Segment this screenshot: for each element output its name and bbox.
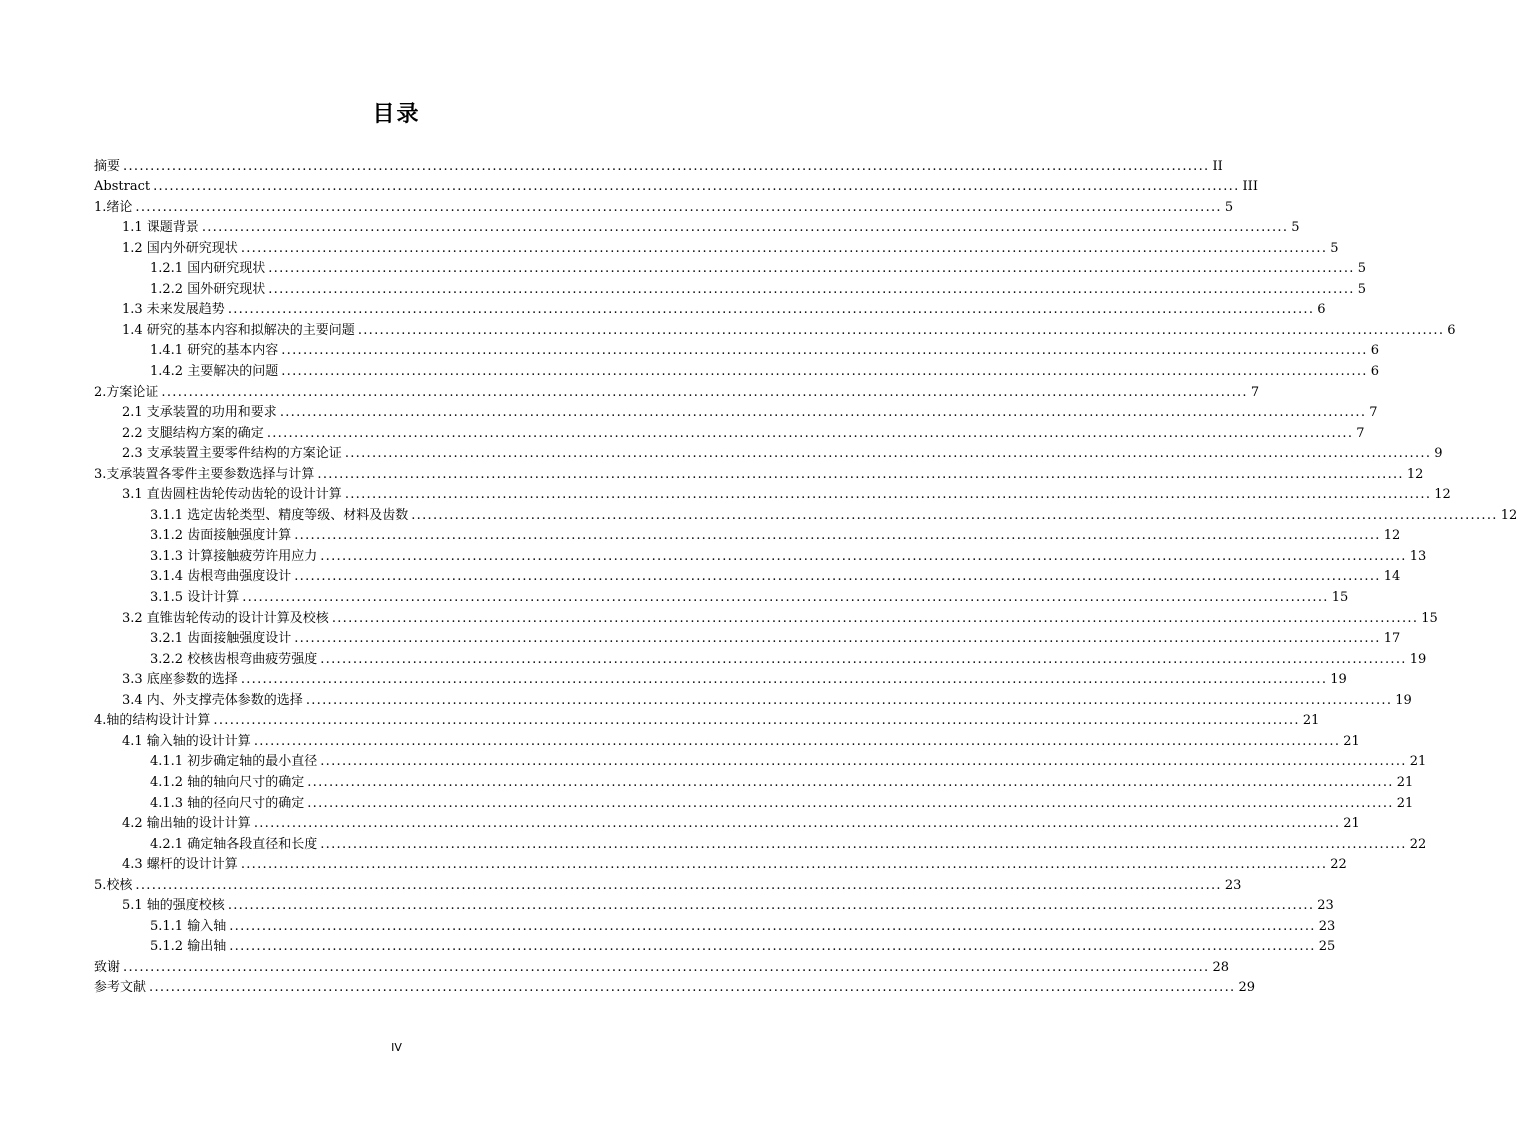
toc-leader-dots: ........................................................................................................................................................................................................: [240, 672, 1328, 688]
toc-entry[interactable]: [94, 752, 1427, 773]
toc-leader-dots: ........................................................................................................................................................................................................: [279, 405, 1367, 421]
toc-leader-dots: ........................................................................................................................................................................................................: [320, 754, 1407, 770]
toc-entry[interactable]: [94, 649, 1427, 670]
toc-entry-page: 12: [1434, 487, 1451, 503]
toc-entry[interactable]: [94, 485, 1451, 506]
toc-entry-label: 1.2.1 国内研究现状: [150, 261, 266, 277]
toc-entry-page: 5: [1330, 240, 1339, 256]
toc-entry-label: 3.4 内、外支撑壳体参数的选择: [122, 692, 303, 708]
toc-leader-dots: ........................................................................................................................................................................................................: [357, 322, 1445, 338]
toc-leader-dots: ........................................................................................................................................................................................................: [253, 733, 1341, 749]
toc-entry-page: 22: [1330, 857, 1347, 873]
toc-leader-dots: ........................................................................................................................................................................................................: [229, 939, 1316, 955]
toc-entry-page: 9: [1434, 446, 1443, 462]
toc-entry[interactable]: [94, 793, 1414, 814]
toc-entry-page: 12: [1500, 507, 1517, 523]
toc-leader-dots: ........................................................................................................................................................................................................: [123, 158, 1210, 174]
toc-entry-label: 3.1 直齿圆柱齿轮传动齿轮的设计计算: [122, 487, 342, 503]
toc-entry-label: 1.4 研究的基本内容和拟解决的主要问题: [122, 322, 355, 338]
toc-entry-page: 21: [1396, 774, 1414, 790]
toc-leader-dots: ........................................................................................................................................................................................................: [123, 959, 1210, 975]
toc-entry[interactable]: [94, 855, 1347, 876]
toc-leader-dots: ........................................................................................................................................................................................................: [411, 507, 1498, 523]
toc-entry-label: 1.1 课题背景: [122, 220, 199, 236]
toc-entry[interactable]: [94, 896, 1334, 917]
toc-leader-dots: ........................................................................................................................................................................................................: [331, 610, 1419, 626]
toc-entry[interactable]: [94, 279, 1366, 300]
toc-entry[interactable]: [94, 403, 1378, 424]
toc-entry[interactable]: [94, 505, 1517, 526]
toc-entry-label: 2.2 支腿结构方案的确定: [122, 425, 264, 441]
toc-leader-dots: ........................................................................................................................................................................................................: [229, 918, 1316, 934]
toc-entry-label: 1.3 未来发展趋势: [122, 302, 225, 318]
toc-entry[interactable]: [94, 341, 1379, 362]
toc-entry[interactable]: [94, 320, 1456, 341]
toc-entry[interactable]: [94, 382, 1260, 403]
toc-entry-label: 3.2 直锥齿轮传动的设计计算及校核: [122, 610, 329, 626]
toc-leader-dots: ........................................................................................................................................................................................................: [213, 713, 1300, 729]
toc-entry-label: 3.1.4 齿根弯曲强度设计: [150, 569, 292, 585]
toc-leader-dots: ........................................................................................................................................................................................................: [227, 302, 1315, 318]
toc-leader-dots: ........................................................................................................................................................................................................: [227, 898, 1315, 914]
toc-leader-dots: ........................................................................................................................................................................................................: [201, 220, 1289, 236]
toc-leader-dots: ........................................................................................................................................................................................................: [281, 364, 1368, 380]
toc-entry-label: 4.2.1 确定轴各段直径和长度: [150, 836, 318, 852]
toc-entry-page: 15: [1421, 610, 1438, 626]
toc-entry[interactable]: [94, 259, 1366, 280]
toc-leader-dots: ........................................................................................................................................................................................................: [135, 877, 1222, 893]
toc-entry-label: 5.校核: [94, 877, 133, 893]
toc-leader-dots: ........................................................................................................................................................................................................: [320, 548, 1407, 564]
toc-entry-page: 6: [1317, 302, 1326, 318]
toc-entry-label: 摘要: [94, 158, 121, 174]
toc-entry-page: 29: [1238, 980, 1256, 996]
toc-entry[interactable]: [94, 197, 1234, 218]
toc-entry-label: 1.2 国内外研究现状: [122, 240, 238, 256]
toc-entry-page: 21: [1343, 816, 1360, 832]
toc-entry-label: 3.支承装置各零件主要参数选择与计算: [94, 466, 315, 482]
toc-leader-dots: ........................................................................................................................................................................................................: [266, 425, 1354, 441]
toc-entry-page: 19: [1395, 692, 1412, 708]
toc-entry-page: 14: [1383, 569, 1401, 585]
toc-leader-dots: ........................................................................................................................................................................................................: [320, 651, 1407, 667]
toc-entry-label: 参考文献: [94, 980, 147, 996]
toc-entry-page: 5: [1291, 220, 1300, 236]
toc-entry-label: 3.2.1 齿面接触强度设计: [150, 631, 292, 647]
toc-entry-page: III: [1242, 179, 1258, 195]
toc-entry-page: 15: [1331, 590, 1349, 606]
toc-entry-page: 23: [1318, 918, 1336, 934]
toc-entry[interactable]: [94, 937, 1336, 958]
table-of-contents: [94, 156, 1517, 998]
toc-entry-label: 5.1.1 输入轴: [150, 918, 227, 934]
toc-entry-page: 22: [1409, 836, 1427, 852]
toc-leader-dots: ........................................................................................................................................................................................................: [240, 240, 1328, 256]
toc-entry-label: 4.轴的结构设计计算: [94, 713, 211, 729]
toc-entry[interactable]: [94, 629, 1401, 650]
toc-entry[interactable]: [94, 444, 1443, 465]
toc-entry[interactable]: [94, 690, 1412, 711]
toc-entry-label: 3.1.3 计算接触疲劳许用应力: [150, 548, 318, 564]
toc-entry-page: 12: [1383, 528, 1401, 544]
toc-entry[interactable]: [94, 731, 1360, 752]
toc-entry-page: 13: [1409, 548, 1427, 564]
toc-entry-label: 5.1 轴的强度校核: [122, 898, 225, 914]
toc-entry-label: 4.1.1 初步确定轴的最小直径: [150, 754, 318, 770]
toc-entry[interactable]: [94, 772, 1414, 793]
toc-leader-dots: ........................................................................................................................................................................................................: [240, 857, 1328, 873]
toc-entry[interactable]: [94, 670, 1347, 691]
toc-entry[interactable]: [94, 587, 1349, 608]
toc-entry-label: 1.4.2 主要解决的问题: [150, 364, 279, 380]
toc-entry-label: 2.1 支承装置的功用和要求: [122, 405, 277, 421]
toc-entry-page: 23: [1224, 877, 1242, 893]
toc-entry-page: 25: [1318, 939, 1336, 955]
toc-entry-label: 5.1.2 输出轴: [150, 939, 227, 955]
toc-entry-page: 28: [1212, 959, 1230, 975]
toc-entry[interactable]: [94, 957, 1230, 978]
toc-entry-label: Abstract: [94, 179, 151, 195]
toc-entry[interactable]: [94, 916, 1336, 937]
toc-leader-dots: ........................................................................................................................................................................................................: [320, 836, 1407, 852]
toc-entry-label: 1.2.2 国外研究现状: [150, 281, 266, 297]
toc-leader-dots: ........................................................................................................................................................................................................: [253, 816, 1341, 832]
toc-entry-label: 1.4.1 研究的基本内容: [150, 343, 279, 359]
toc-entry[interactable]: [94, 464, 1424, 485]
toc-entry-page: 7: [1356, 425, 1365, 441]
toc-entry-page: 5: [1224, 199, 1234, 215]
toc-leader-dots: ........................................................................................................................................................................................................: [149, 980, 1236, 996]
toc-entry[interactable]: [94, 608, 1438, 629]
toc-entry-page: II: [1212, 158, 1223, 174]
toc-entry-label: 3.2.2 校核齿根弯曲疲劳强度: [150, 651, 318, 667]
toc-entry-page: 19: [1330, 672, 1347, 688]
toc-entry-label: 致谢: [94, 959, 121, 975]
toc-entry-label: 3.1.1 选定齿轮类型、精度等级、材料及齿数: [150, 507, 409, 523]
toc-entry[interactable]: [94, 156, 1223, 177]
toc-entry[interactable]: [94, 300, 1326, 321]
toc-entry-page: 7: [1250, 384, 1260, 400]
toc-entry-page: 21: [1343, 733, 1360, 749]
toc-entry[interactable]: [94, 875, 1242, 896]
toc-entry[interactable]: [94, 423, 1365, 444]
toc-entry[interactable]: [94, 834, 1427, 855]
toc-leader-dots: ........................................................................................................................................................................................................: [294, 569, 1381, 585]
toc-leader-dots: ........................................................................................................................................................................................................: [344, 446, 1432, 462]
toc-entry-page: 5: [1357, 281, 1366, 297]
toc-entry-label: 4.3 螺杆的设计计算: [122, 857, 238, 873]
toc-entry[interactable]: [94, 526, 1401, 547]
toc-entry-label: 3.1.5 设计计算: [150, 590, 240, 606]
toc-leader-dots: ........................................................................................................................................................................................................: [307, 795, 1394, 811]
toc-entry[interactable]: [94, 218, 1300, 239]
toc-entry-label: 4.1.2 轴的轴向尺寸的确定: [150, 774, 305, 790]
toc-entry[interactable]: [94, 361, 1379, 382]
toc-leader-dots: ........................................................................................................................................................................................................: [242, 590, 1329, 606]
toc-entry[interactable]: [94, 978, 1256, 999]
toc-leader-dots: ........................................................................................................................................................................................................: [161, 384, 1248, 400]
toc-leader-dots: ........................................................................................................................................................................................................: [307, 774, 1394, 790]
toc-entry-page: 21: [1302, 713, 1320, 729]
toc-entry-page: 23: [1317, 898, 1334, 914]
toc-entry-page: 21: [1409, 754, 1427, 770]
toc-entry-page: 12: [1406, 466, 1424, 482]
toc-entry[interactable]: [94, 546, 1427, 567]
toc-leader-dots: ........................................................................................................................................................................................................: [268, 261, 1355, 277]
toc-leader-dots: ........................................................................................................................................................................................................: [268, 281, 1355, 297]
toc-leader-dots: ........................................................................................................................................................................................................: [294, 631, 1381, 647]
toc-entry-page: 7: [1369, 405, 1378, 421]
toc-leader-dots: ........................................................................................................................................................................................................: [305, 692, 1393, 708]
toc-entry-label: 2.方案论证: [94, 384, 159, 400]
toc-leader-dots: ........................................................................................................................................................................................................: [153, 179, 1240, 195]
page-number: IV: [391, 1041, 402, 1054]
toc-entry-label: 4.2 输出轴的设计计算: [122, 816, 251, 832]
toc-leader-dots: ........................................................................................................................................................................................................: [135, 199, 1222, 215]
toc-entry-page: 6: [1370, 343, 1379, 359]
toc-leader-dots: ........................................................................................................................................................................................................: [281, 343, 1368, 359]
toc-entry-label: 1.绪论: [94, 199, 133, 215]
toc-leader-dots: ........................................................................................................................................................................................................: [294, 528, 1381, 544]
toc-entry-page: 21: [1396, 795, 1414, 811]
toc-entry-label: 2.3 支承装置主要零件结构的方案论证: [122, 446, 342, 462]
toc-entry[interactable]: [94, 567, 1401, 588]
toc-entry-page: 19: [1409, 651, 1427, 667]
toc-entry-label: 4.1.3 轴的径向尺寸的确定: [150, 795, 305, 811]
toc-entry-page: 6: [1370, 364, 1379, 380]
toc-entry[interactable]: [94, 814, 1360, 835]
toc-entry-page: 6: [1447, 322, 1456, 338]
page-title: 目录: [372, 102, 421, 127]
toc-leader-dots: ........................................................................................................................................................................................................: [317, 466, 1404, 482]
toc-entry-label: 4.1 输入轴的设计计算: [122, 733, 251, 749]
toc-leader-dots: ........................................................................................................................................................................................................: [344, 487, 1432, 503]
toc-entry[interactable]: [94, 711, 1320, 732]
toc-entry[interactable]: [94, 177, 1258, 198]
toc-entry-label: 3.1.2 齿面接触强度计算: [150, 528, 292, 544]
toc-entry-label: 3.3 底座参数的选择: [122, 672, 238, 688]
toc-entry-page: 17: [1383, 631, 1401, 647]
toc-entry-page: 5: [1357, 261, 1366, 277]
toc-entry[interactable]: [94, 238, 1339, 259]
